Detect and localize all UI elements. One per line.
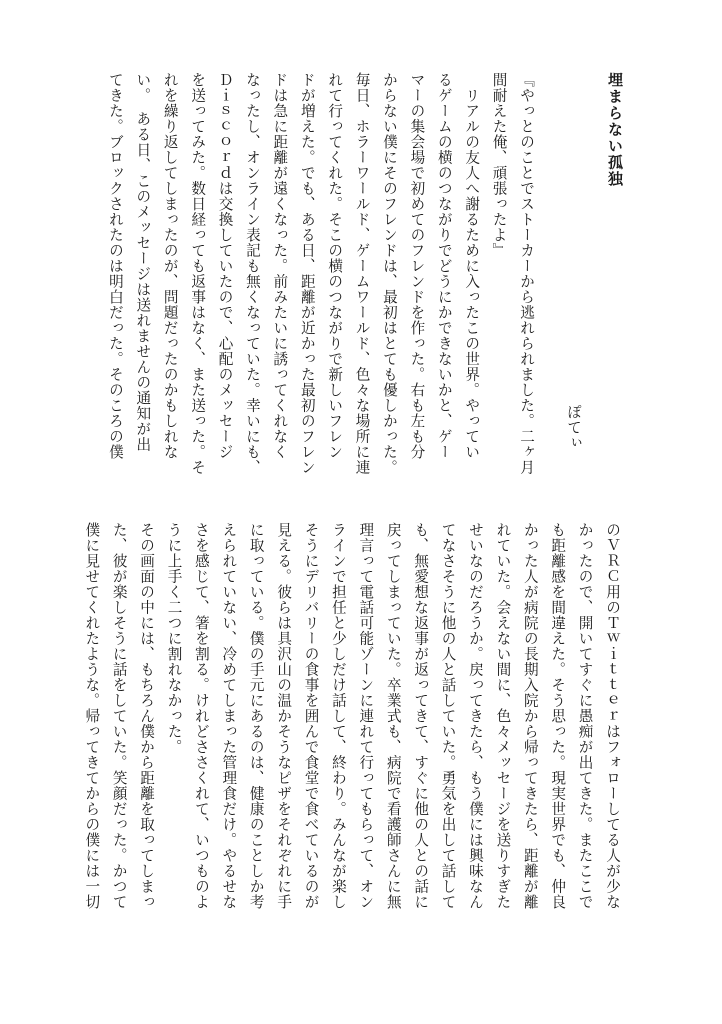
story-title: 埋まらない孤独 <box>606 72 624 188</box>
text-line: からない僕にそのフレンドは、最初はとても優しかった。 <box>380 72 398 475</box>
text-line: た、彼が楽しそうに話をしていた。笑顔だった。かつて <box>110 522 128 910</box>
text-line: その画面の中には、もちろん僕から距離を取ってしまっ <box>138 522 156 910</box>
text-line: マーの集会場で初めてのフレンドを作った。右も左も分 <box>408 72 426 460</box>
text-line: さを感じて、箸を割る。けれどささくれて、いつものよ <box>192 522 210 910</box>
text-line: れて行ってくれた。そこの横のつながりで新しいフレン <box>326 72 344 460</box>
text-line: うに上手く二つに割れなかった。 <box>165 522 183 755</box>
body-text-top <box>70 72 540 502</box>
text-line: えられていない、冷めてしまった管理食だけ。やるせな <box>220 522 238 910</box>
text-line: 理言って電話可能ゾーンに連れて行ってもらって、オン <box>357 522 375 910</box>
body-text-bottom <box>83 522 626 952</box>
text-line: も、無愛想な返事が返ってきて、すぐに他の人との話に <box>412 522 430 910</box>
text-line: そうにデリバリーの食事を囲んで食堂で食べているのが <box>302 522 320 910</box>
text-line: ドが増えた。でも、ある日、距離が近かった最初のフレン <box>298 72 316 475</box>
text-line: てなさそうに他の人と話していた。勇気を出して話して <box>439 522 457 910</box>
text-line: かった人が病院の長期入院から帰ってきたら、距離が離 <box>521 522 539 910</box>
text-line: るゲームの横のつながりでどうにかできないかと、ゲー <box>435 72 453 460</box>
text-line: 『やっとのことでストーカーから逃れられました。二ヶ月 <box>518 72 535 475</box>
text-line: てきた。ブロックされたのは明白だった。そのころの僕 <box>106 72 124 460</box>
text-line: い。 ある日、このメッセージは送れませんの通知が出 <box>134 72 152 453</box>
text-line: 戻ってしまっていた。卒業式も、病院で看護師さんに無 <box>384 522 402 910</box>
text-line: 毎日、ホラーワールド、ゲームワールド、色々な場所に連 <box>353 72 371 475</box>
text-line: に取っている。僕の手元にあるのは、健康のことしか考 <box>247 522 265 910</box>
text-line: れを繰り返してしまったのが、問題だったのかもしれな <box>161 72 179 460</box>
text-line: 見える。彼らは具沢山の温かそうなピザをそれぞれに手 <box>275 522 293 910</box>
text-line: 間耐えた俺、頑張ったよ』 <box>490 72 508 258</box>
author-name: ぽてぃ <box>565 404 582 451</box>
text-line: せいなのだろうか。戻ってきたら、もう僕には興味なん <box>466 522 484 910</box>
text-line: ドは急に距離が遠くなった。前みたいに誘ってくれなく <box>271 72 289 460</box>
text-line: かったので、開いてすぐに愚痴が出てきた。またここで <box>576 522 594 910</box>
text-line: リアルの友人へ謝るために入ったこの世界。やってい <box>463 72 481 460</box>
text-line: のＶＲＣ用のＴｗｉｔｔｅｒはフォローしてる人が少な <box>604 522 621 910</box>
text-line: も距離感を間違えた。そう思った。現実世界でも、仲良 <box>549 522 567 910</box>
text-line: Ｄｉｓｃｏｒｄは交換していたので、心配のメッセージ <box>216 72 234 460</box>
text-line: 僕に見せてくれたような。帰ってきてからの僕には一切 <box>83 522 101 910</box>
text-line: ラインで担任と少しだけ話して、終わり。みんなが楽し <box>329 522 347 910</box>
text-line: なったし、オンライン表記も無くなっていた。幸いにも、 <box>243 72 261 475</box>
text-line: れていた。会えない間に、色々メッセージを送りすぎた <box>494 522 512 910</box>
text-line: を送ってみた。数日経っても返事はなく、また送った。そ <box>189 72 207 475</box>
